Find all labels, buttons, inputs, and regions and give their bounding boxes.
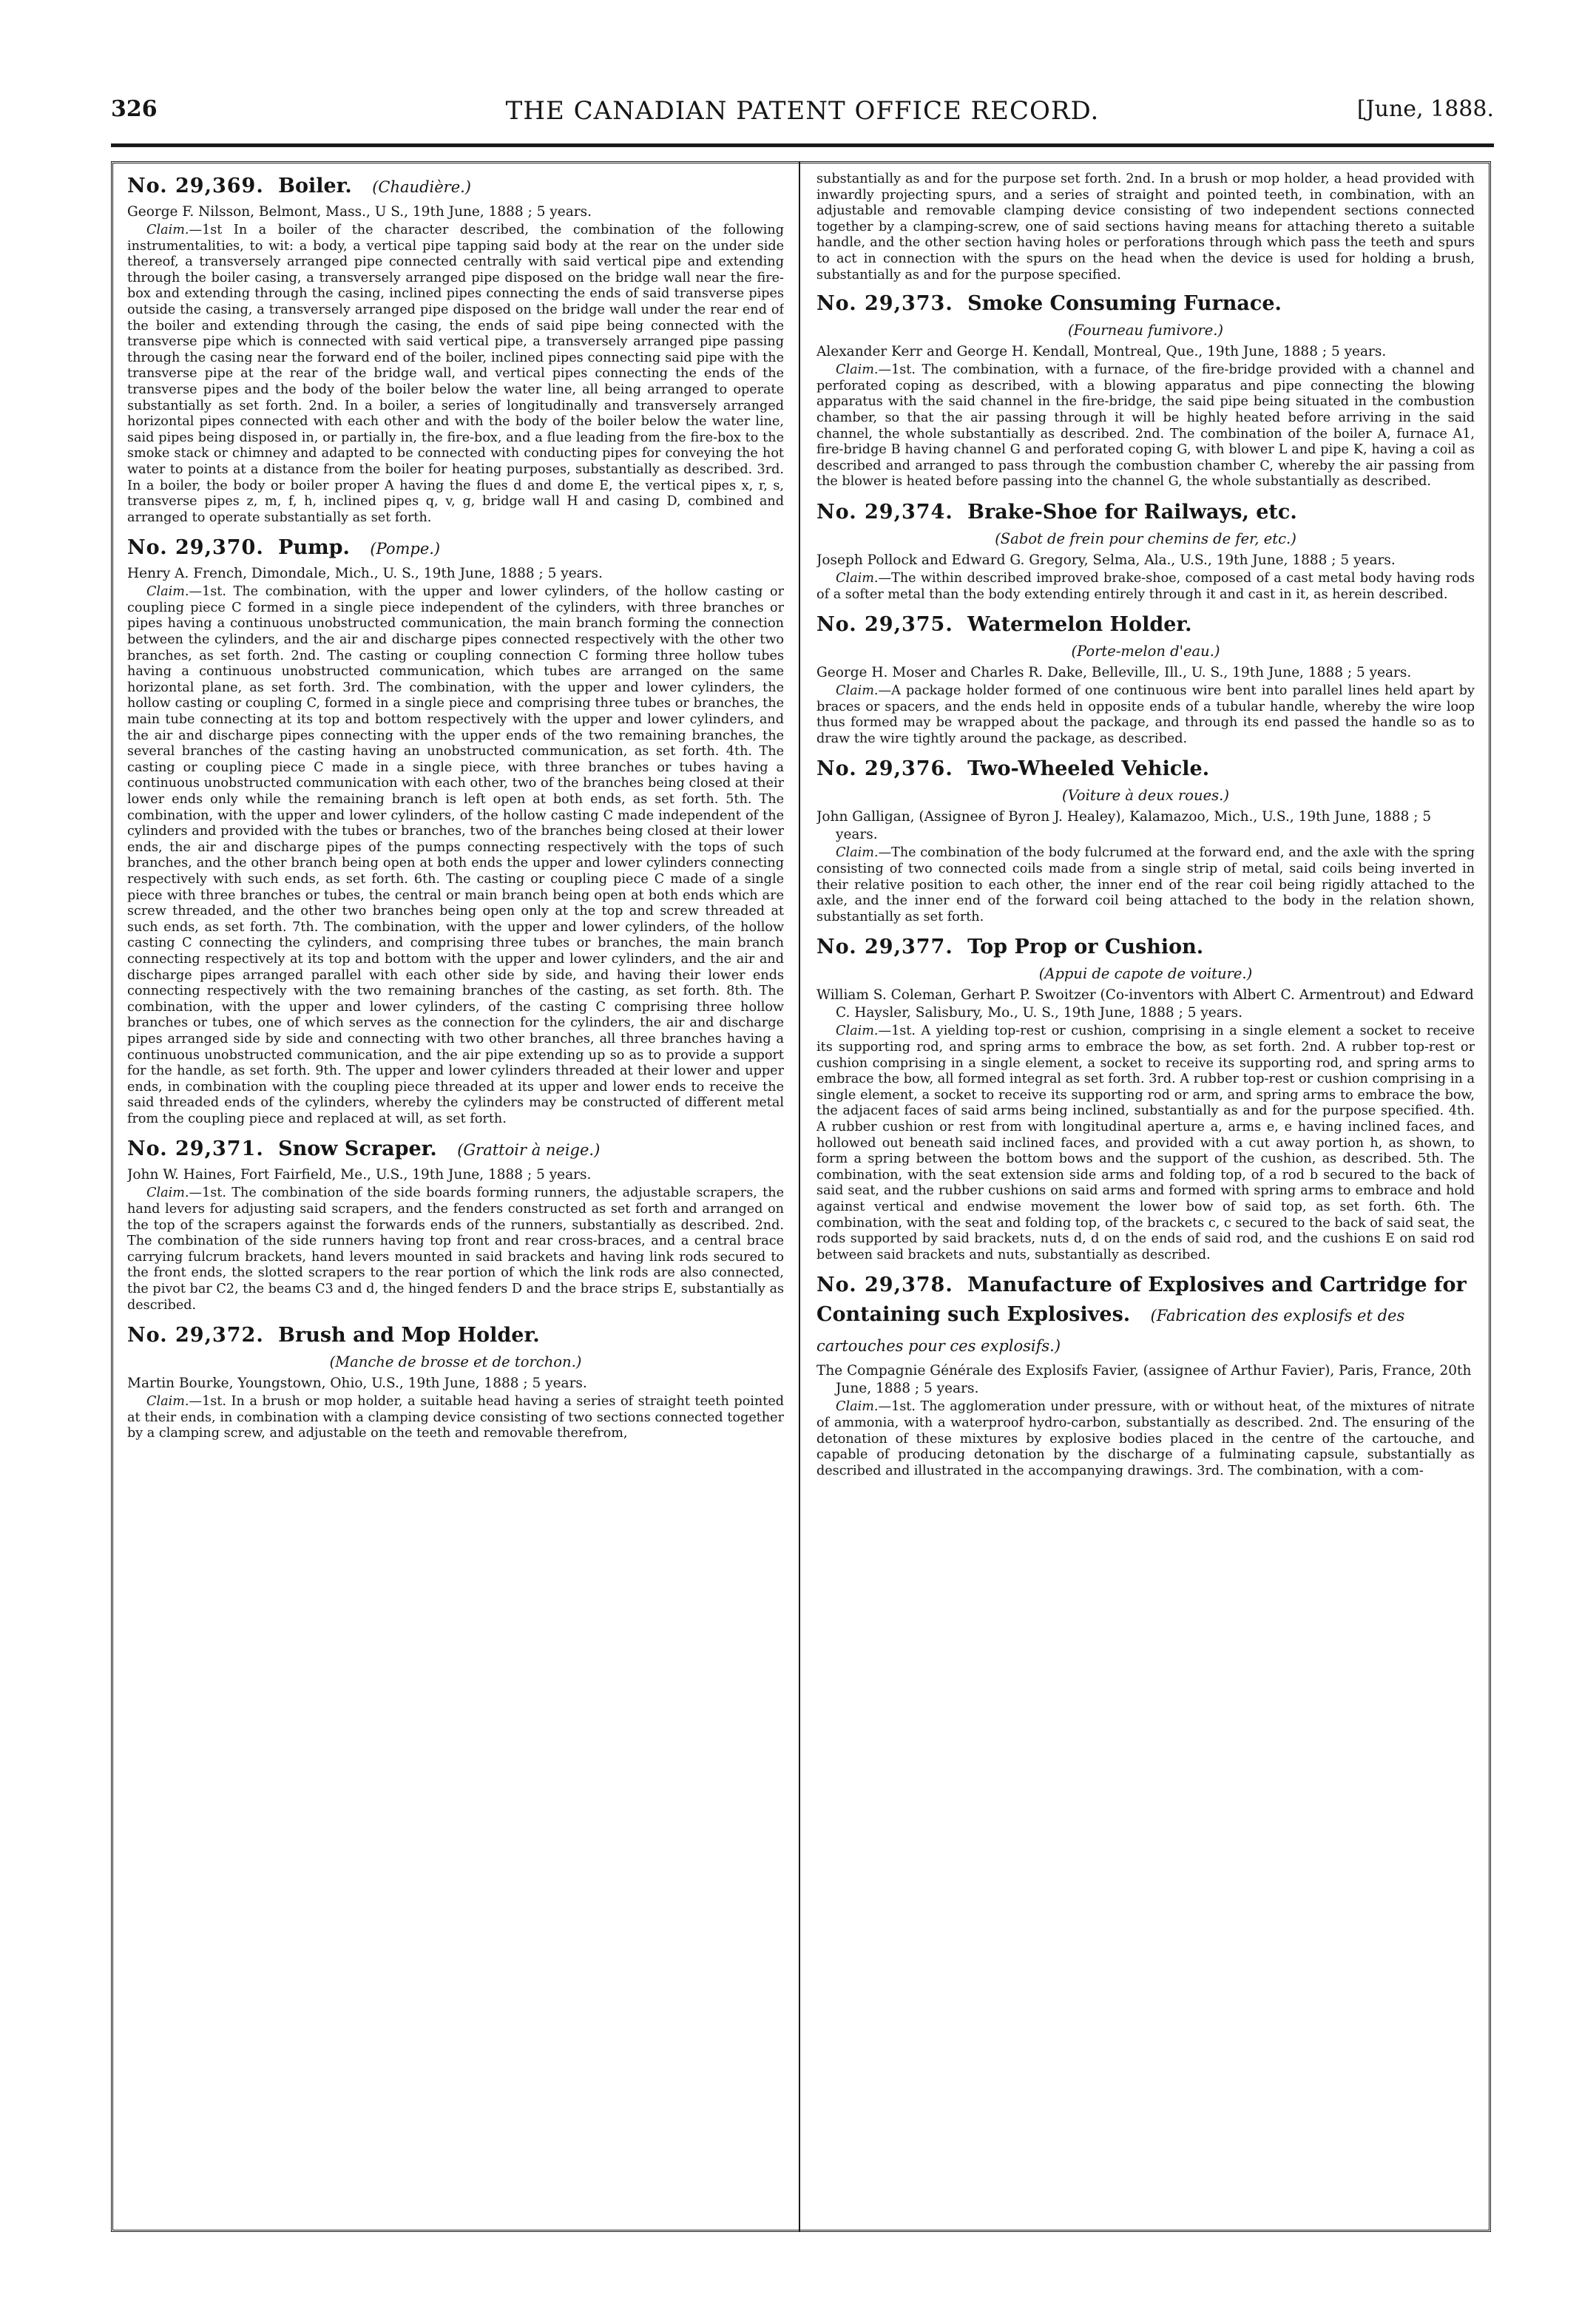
patent-number: No. 29,377. [816,936,953,959]
patent-title: Brush and Mop Holder. [278,1324,540,1347]
claim-text [127,223,784,526]
claim-body: —1st. The combination, with the upper and lower cylinders, of the hollow casting or coupling piece C formed in a single piece independent of the cylinders, with three branches or pipes having a continuous unobstructed communication, the main branch forming the connection between the cylinders, and the air and discharge pipes connected respectively with the other two branches, as set forth. 2nd. The casting or coupling connection C forming three hollow tubes having a continuous unobstructed communication, which tubes are arranged on the same horizontal plane, as set forth. 3rd. The combination, with the upper and lower cylinders, the hollow casting or coupling C, formed in a single piece and comprising three tubes or branches, the main tube connecting at its top and bottom respectively with the upper and lower cylinders, and the air and discharge pipes connecting with the upper ends of the two remaining branches, the several branches of the casting having an unobstructed communication, as set forth. 4th. The casting or coupling piece C made in a single piece, with three branches or tubes having a continuous unobstructed communication with each other, two of the branches being closed at their lower ends only while the remaining branch is left open at both ends, as set forth. 5th. The combination, with the upper and lower cylinders, of the hollow casting C made independent of the cylinders and provided with the tubes or branches, two of the branches being closed at their lower ends, the air and discharge pipes of the pumps connecting respectively with the tops of such branches, and the other branch being open at both ends the upper and lower cylinders connecting respectively with such ends, as set forth. 6th. The casting or coupling piece C made of a single piece with three branches or tubes, the central or main branch being open at both ends which are screw threaded, and the other two branches being open only at the top and screw threaded at such ends, as set forth. 7th. The combination, with the upper and lower cylinders, of the hollow casting C connecting the cylinders, and comprising three tubes or branches, the main branch connecting respectively at its top and bottom with the upper and lower cylinders, and the air and discharge pipes arranged parallel with each other side by side, and having their lower ends connecting respectively with the two remaining branches of the casting, as set forth. 8th. The combination, with the upper and lower cylinders, of the casting C comprising three hollow branches or tubes, one of which serves as the connection for the cylinders, the air and discharge pipes arranged side by side and connecting with two other branches, all three branches having a continuous unobstructed communication, and the air pipe extending up so as to provide a support for the handle, as set forth. 9th. The upper and lower cylinders threaded at their lower and upper ends, in combination with the coupling piece threaded at its upper and lower ends to receive the said threaded ends of the cylinders, whereby the cylinders may be constructed of different metal from the coupling piece and replaced at will, as set forth. [127,584,784,1126]
entry-heading [816,933,1475,962]
french-title: (Appui de capote de voiture.) [1038,965,1253,983]
claim-body: —1st. A yielding top-rest or cushion, comprising in a single element a socket to receive its supporting rod, and spring arms to embrace the bow, as set forth. 2nd. A rubber top-rest or cushion comprising in a single element, a socket to receive its supporting rod, and spring arms to embrace the bow, all formed integral as set forth. 3rd. A rubber top-rest or cushion comprising in a single element, a socket to receive its supporting rod or arm, and spring arms to embrace the bow, the adjacent faces of said arms being inclined, substantially as and for the purpose specified. 4th. A rubber cushion or rest from with longitudinal aperture a, arms e, e having inclined faces, and hollowed out beneath said inclined faces, and provided with a cut away portion h, as shown, to form a spring between the bottom bows and the support of the cushion, as described. 5th. The combination, with the seat extension side arms and folding top, of a rod b secured to the back of said seat, and the rubber cushions on said arms and formed with spring arms to embrace and hold against vertical and endwise movement the lower bow of said top, as set forth. 6th. The combination, with the seat and folding top, of the brackets c, c secured to the back of said seat, the rods supported by said brackets, nuts d, d on the ends of said rod, and the cushions E on said rod between said brackets and nuts, substantially as described. [816,1024,1475,1262]
patent-number: No. 29,374. [816,500,953,524]
french-title: (Voiture à deux roues.) [1062,787,1229,805]
grantee: John Galligan, (Assignee of Byron J. Healey), Kalamazoo, Mich., U.S., 19th June, 1888 ; 5 years. [816,809,1432,843]
claim-text [127,584,784,1127]
patent-title: Manufacture of Explosives and Cartridge for Containing such Explosives. [816,1273,1467,1327]
claim-continuation: substantially as and for the purpose set forth. 2nd. In a brush or mop holder, a head provided with inwardly projecting spurs, and a series of straight and pointed teeth, in combination, with an adjustable and removable clamping device consisting of two independent sections connected together by a clamping-screw, one of said sections having means for attaching thereto a suitable handle, and the other section having holes or perforations through which pass the teeth and spurs to act in connection with the spurs on the head when the device is used for holding a brush, substantially as and for the purpose specified. [816,172,1475,283]
claim-label: Claim. [836,1399,879,1415]
claim-text [127,1185,784,1313]
claim-label: Claim. [146,584,189,600]
claim-label: Claim. [836,683,879,699]
header-rule [111,143,1494,147]
claim-body: —The within described improved brake-shoe, composed of a cast metal body having rods of a softer metal than the body extending entirely through it and cast in it, as herein described. [816,570,1475,602]
grantee: Alexander Kerr and George H. Kendall, Montreal, Que., 19th June, 1888 ; 5 years. [816,344,1387,360]
grantee: Henry A. French, Dimondale, Mich., U. S., 19th June, 1888 ; 5 years. [127,566,603,582]
claim-label: Claim. [836,362,879,378]
patent-entry-29369 [127,172,784,526]
claim-text [127,1394,784,1442]
grantee: George H. Moser and Charles R. Dake, Belleville, Ill., U. S., 19th June, 1888 ; 5 years. [816,665,1412,681]
claim-label: Claim. [836,845,879,861]
patent-number: No. 29,369. [127,175,264,197]
entry-heading [127,1321,784,1350]
french-title: (Pompe.) [370,540,441,558]
claim-text [816,845,1475,925]
french-title: (Fourneau fumivore.) [1067,322,1224,339]
entry-heading [816,289,1475,319]
claim-text [816,1024,1475,1263]
patent-entry-29377 [816,933,1475,1263]
claim-body: —1st. The combination, with a furnace, of the fire-bridge provided with a channel and perforated coping as described, with a blowing apparatus and pipe connecting the blowing apparatus with the said channel in the fire-bridge, the said pipe being situated in the combustion chamber, so that the air passing through it will be highly heated before arriving in the said channel, the whole substantially as described. 2nd. The combination of the boiler A, furnace A1, fire-bridge B having channel G and perforated coping G, with blower L and pipe K, having a coil as described and arranged to pass through the combustion chamber C, whereby the air passing from the blower is heated before passing into the channel G, the whole substantially as described. [816,362,1475,490]
entry-heading [127,1134,784,1165]
page-header [111,96,1494,141]
patent-title: Watermelon Holder. [967,613,1192,637]
claim-label: Claim. [836,570,879,586]
claim-label: Claim. [836,1024,879,1039]
french-title: (Chaudière.) [372,178,471,196]
entry-heading [816,754,1475,784]
claim-body: —1st. In a brush or mop holder, a suitable head having a series of straight teeth pointed at their ends, in combination with a clamping device consisting of two sections connected together by a clamping screw, and adjustable on the teeth and removable therefrom, [127,1394,784,1441]
patent-title: Boiler. [278,175,352,197]
patent-entry-29375 [816,610,1475,747]
claim-text [816,362,1475,490]
patent-title: Brake-Shoe for Railways, etc. [967,500,1297,524]
patent-title: Pump. [278,536,350,560]
entry-heading [816,498,1475,527]
patent-number: No. 29,370. [127,536,264,560]
left-column [127,172,784,2220]
claim-body: —The combination of the body fulcrumed at the forward end, and the axle with the spring consisting of two connected coils made from a single strip of metal, said coils being inverted in their relative position to each other, the inner end of the rear coil being rigidly attached to the axle, and the inner end of the forward coil being attached to the body in the relation shown, substantially as set forth. [816,845,1475,924]
entry-heading [127,533,784,564]
grantee: Martin Bourke, Youngstown, Ohio, U.S., 19th June, 1888 ; 5 years. [127,1376,587,1392]
claim-text [816,683,1475,747]
page-date: [June, 1888. [1356,96,1494,122]
claim-label: Claim. [146,223,189,237]
patent-entry-29374 [816,498,1475,603]
grantee: John W. Haines, Fort Fairfield, Me., U.S., 19th June, 1888 ; 5 years. [127,1167,592,1183]
french-title: (Grattoir à neige.) [457,1141,601,1160]
grantee: William S. Coleman, Gerhart P. Swoitzer (Co-inventors with Albert C. Armentrout) and Edward C. Haysler, Salisbury, Mo., U. S., 19th June, 1888 ; 5 years. [816,987,1474,1021]
patent-number: No. 29,376. [816,757,953,781]
patent-number: No. 29,378. [816,1273,953,1297]
column-divider [799,161,800,2232]
french-title: (Sabot de frein pour chemins de fer, etc.) [995,530,1296,547]
patent-number: No. 29,375. [816,613,953,637]
patent-title: Snow Scraper. [278,1137,437,1161]
claim-body: —1st. The combination of the side boards forming runners, the adjustable scrapers, the hand levers for adjusting said scrapers, and the fenders constructed as set forth and arranged on the top of the scrapers against the forwards ends of the runners, substantially as described. 2nd. The combination of the side runners having top front and rear cross-braces, and a central brace carrying fulcrum brackets, hand levers mounted in said brackets and having link rods secured to the front ends, the slotted scrapers to the rear portion of which the link rods are also connected, the pivot bar C2, the beams C3 and d, the hinged fenders D and the brace strips E, substantially as described. [127,1185,784,1313]
patent-number: No. 29,371. [127,1137,264,1161]
grantee: The Compagnie Générale des Explosifs Favier, (assignee of Arthur Favier), Paris, France, 20th June, 1888 ; 5 years. [816,1363,1472,1397]
right-column [816,172,1475,2220]
claim-body: —1st In a boiler of the character described, the combination of the following instrumentalities, to wit: a body, a vertical pipe tapping said body at the rear on the under side thereof, a transversely arranged pipe connected centrally with said vertical pipe and extending through the boiler casing, a transversely arranged pipe disposed on the bridge wall near the fire-box and extending through the casing, inclined pipes connecting the ends of said transverse pipes outside the casing, a transversely arranged pipe disposed on the bridge wall under the rear end of the boiler and extending through the casing, the ends of said pipe being connected with the transverse pipe which is connected with said vertical pipe, a transversely arranged pipe passing through the casing near the forward end of the boiler, inclined pipes connecting said pipe with the transverse pipe at the rear of the bridge wall, and vertical pipes connecting the ends of the transverse pipes and the body of the boiler below the water line, all being arranged to operate substantially as set forth. 2nd. In a boiler, a series of longitudinally and transversely arranged horizontal pipes connected with each other and with the body of the boiler below the water line, said pipes being disposed in, or partially in, the fire-box, and a flue leading from the fire-box to the smoke stack or chimney and adapted to be connected with conducting pipes for conveying the hot water to points at a distance from the boiler for heating purposes, substantially as described. 3rd. In a boiler, the body or boiler proper A having the flues d and dome E, the vertical pipes x, r, s, transverse pipes z, m, f, h, inclined pipes q, v, g, bridge wall H and casing D, combined and arranged to operate substantially as set forth. [127,223,784,525]
claim-text [816,1399,1475,1479]
entry-heading [127,172,784,202]
claim-text [816,571,1475,603]
patent-title: Top Prop or Cushion. [967,936,1204,959]
patent-entry-29371 [127,1134,784,1313]
entry-heading [816,610,1475,640]
patent-entry-29373 [816,289,1475,490]
patent-entry-29378 [816,1271,1475,1479]
grantee: Joseph Pollock and Edward G. Gregory, Selma, Ala., U.S., 19th June, 1888 ; 5 years. [816,552,1396,568]
claim-body: —1st. The agglomeration under pressure, with or without heat, of the mixtures of nitrate of ammonia, with a waterproof hydro-carbon, substantially as described. 2nd. The ensuring of the detonation of these mixtures by explosive bodies placed in the centre of the cartouche, and capable of producing detonation by the discharge of a fulminating capsule, substantially as described and illustrated in the accompanying drawings. 3rd. The combination, with a com- [816,1399,1475,1478]
patent-entry-29370 [127,533,784,1127]
patent-title: Two-Wheeled Vehicle. [967,757,1210,781]
patent-entry-29376 [816,754,1475,925]
patent-number: No. 29,373. [816,292,953,316]
claim-body: —A package holder formed of one continuous wire bent into parallel lines held apart by braces or spacers, and the ends held in opposite ends of a tubular handle, whereby the wire loop thus formed may be wrapped about the package, and through its end passed the handle so as to draw the wire tightly around the package, as described. [816,683,1475,746]
french-title: (Manche de brosse et de torchon.) [329,1353,582,1371]
page-number: 326 [111,96,158,122]
patent-number: No. 29,372. [127,1324,264,1347]
patent-title: Smoke Consuming Furnace. [967,292,1282,316]
grantee: George F. Nilsson, Belmont, Mass., U S., 19th June, 1888 ; 5 years. [127,204,592,220]
claim-label: Claim. [146,1394,189,1410]
claim-label: Claim. [146,1185,189,1201]
french-title: (Fabrication des explosifs et des cartouches pour ces explosifs.) [816,1307,1405,1356]
entry-heading [816,1271,1475,1361]
patent-entry-29372 [127,1321,784,1442]
french-title: (Porte-melon d'eau.) [1071,643,1220,660]
page-title: THE CANADIAN PATENT OFFICE RECORD. [505,96,1100,126]
